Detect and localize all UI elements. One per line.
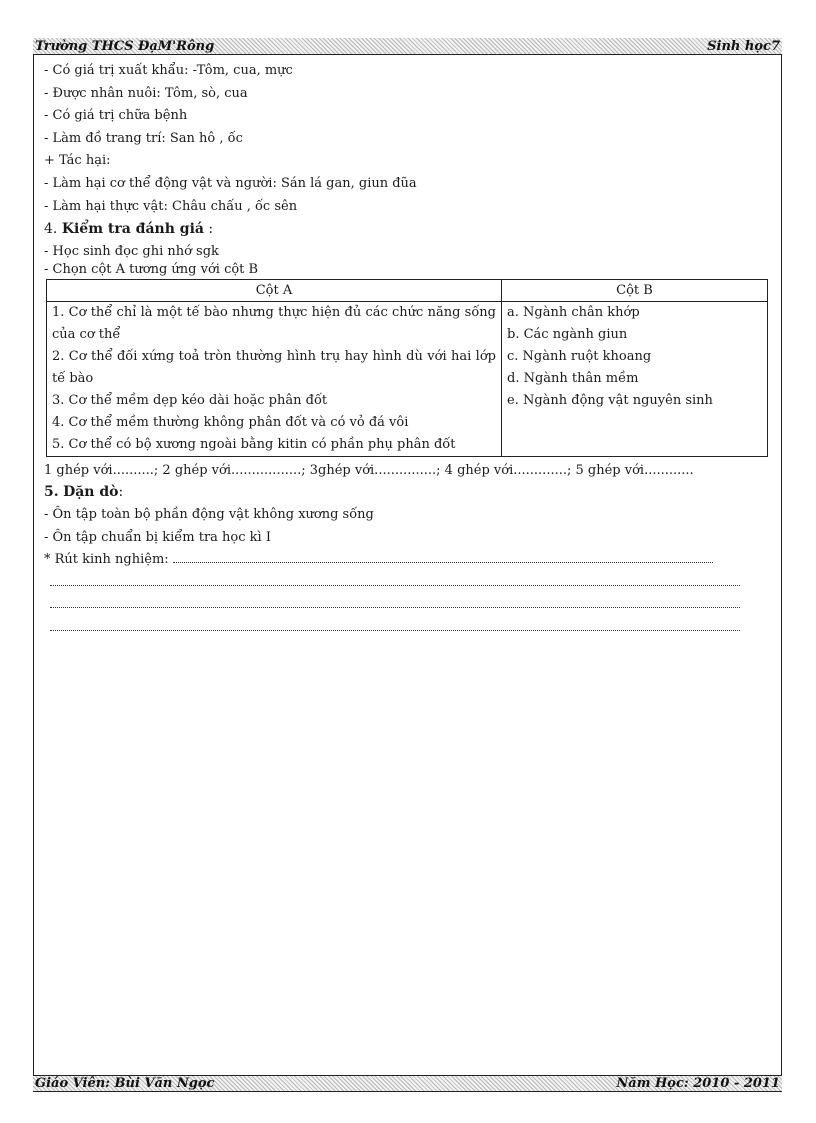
col-a-item-2: 2. Cơ thể đối xứng toả tròn thường hình trụ hay hình dù với hai lớp tế bào <box>52 349 496 387</box>
section-5-line-1: - Ôn tập toàn bộ phần động vật không xương sống <box>44 506 374 522</box>
col-b-item-b: b. Các ngành giun <box>507 327 628 343</box>
benefit-line-3: - Có giá trị chữa bệnh <box>44 108 188 124</box>
matching-table <box>46 279 768 457</box>
notes-dots <box>173 550 713 563</box>
page-content <box>44 60 774 640</box>
col-b-cell <box>502 302 768 457</box>
notes-blank-line-2 <box>44 594 774 617</box>
col-a-header: Cột A <box>47 280 502 302</box>
notes-line <box>44 549 774 572</box>
col-a-cell <box>47 302 502 457</box>
teacher-name: Giáo Viên: Bùi Văn Ngọc <box>35 1076 215 1091</box>
notes-blank-line-3 <box>44 617 774 640</box>
col-b-item-c: c. Ngành ruột khoang <box>507 349 652 365</box>
section-4-title: Kiểm tra đánh giá <box>61 221 204 238</box>
col-a-item-3: 3. Cơ thể mềm dẹp kéo dài hoặc phân đốt <box>52 393 328 409</box>
section-5-title: Dặn dò <box>63 484 119 501</box>
section-5-heading: 5. Dặn dò: <box>44 484 124 501</box>
notes-blank-line-1 <box>44 572 774 595</box>
section-4-line-2: - Chọn cột A tương ứng với cột B <box>44 262 259 278</box>
col-a-item-4: 4. Cơ thể mềm thường không phân đốt và có vỏ đá vôi <box>52 415 409 431</box>
harm-line-1: - Làm hại cơ thể động vật và người: Sán lá gan, giun đũa <box>44 175 417 191</box>
matching-answers: 1 ghép với..........; 2 ghép với.................; 3ghép với...............; 4 ghép với.............; 5 ghép với............ <box>44 463 694 479</box>
section-5-line-2: - Ôn tập chuẩn bị kiểm tra học kì I <box>44 529 271 545</box>
col-b-item-d: d. Ngành thân mềm <box>507 371 639 387</box>
col-b-header: Cột B <box>502 280 768 302</box>
harm-line-2: - Làm hại thực vật: Châu chấu , ốc sên <box>44 198 298 214</box>
section-4-line-1: - Học sinh đọc ghi nhớ sgk <box>44 243 219 259</box>
benefit-line-2: - Được nhân nuôi: Tôm, sò, cua <box>44 85 248 101</box>
page-header <box>33 38 782 55</box>
col-b-item-a: a. Ngành chân khớp <box>507 305 640 321</box>
col-a-item-5: 5. Cơ thể có bộ xương ngoài bằng kitin có phần phụ phân đốt <box>52 437 456 453</box>
benefit-line-4: - Làm đồ trang trí: San hô , ốc <box>44 130 243 146</box>
benefit-line-1: - Có giá trị xuất khẩu: -Tôm, cua, mực <box>44 63 293 78</box>
notes-label: * Rút kinh nghiệm: <box>44 552 169 568</box>
col-a-item-1: 1. Cơ thể chỉ là một tế bào nhưng thực hiện đủ các chức năng sống của cơ thể <box>52 305 496 343</box>
section-4-heading: 4. Kiểm tra đánh giá : <box>44 221 214 238</box>
harm-heading: + Tác hại: <box>44 153 111 169</box>
page-footer <box>33 1075 782 1092</box>
school-year: Năm Học: 2010 - 2011 <box>616 1076 780 1091</box>
table-row <box>47 302 768 457</box>
table-header-row <box>47 280 768 302</box>
subject-name: Sinh học7 <box>707 38 780 54</box>
col-b-item-e: e. Ngành động vật nguyên sinh <box>507 393 713 409</box>
school-name: Trường THCS ĐạM'Rông <box>35 38 215 54</box>
